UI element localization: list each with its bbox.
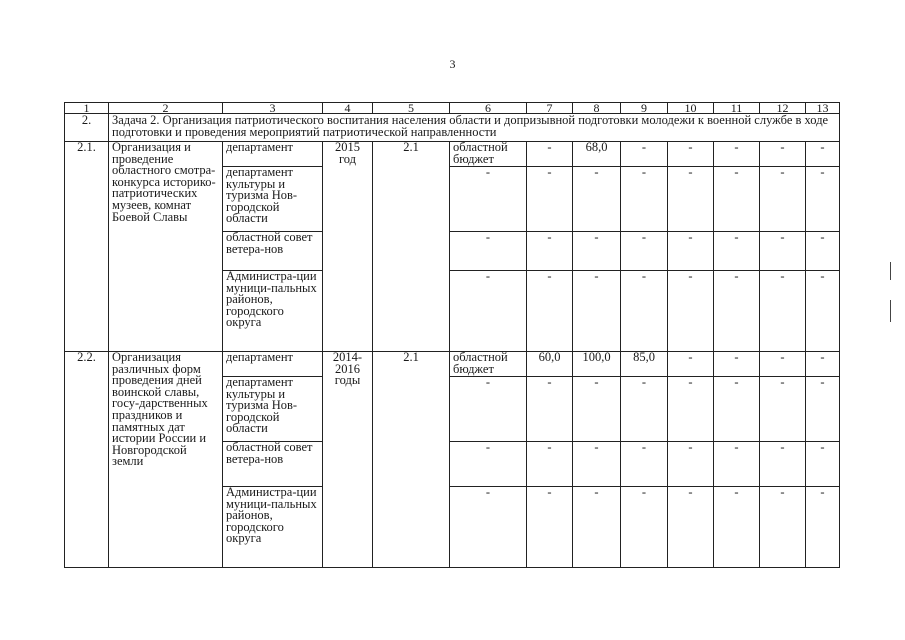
executor: областной совет ветера-нов <box>223 232 323 271</box>
column-number: 5 <box>373 103 450 114</box>
scan-margin-mark <box>890 300 891 322</box>
value-cell: 68,0 <box>573 142 621 167</box>
value-cell: - <box>806 167 840 232</box>
scan-margin-mark <box>890 262 891 280</box>
column-number: 11 <box>714 103 760 114</box>
executor: Администра-ции муници-пальных районов, городского округа <box>223 271 323 352</box>
value-cell: - <box>806 442 840 487</box>
value-cell: - <box>621 142 668 167</box>
value-cell: - <box>760 142 806 167</box>
task-text: Задача 2. Организация патриотического воспитания населения области и допризывной подготовки молодежи к военной службе в ходе подготовки и проведения мероприятий патриотической направленности <box>109 114 840 142</box>
value-cell: - <box>760 232 806 271</box>
funding-source: областной бюджет <box>450 352 527 377</box>
executor: департамент культуры и туризма Нов-городской области <box>223 167 323 232</box>
executor: департамент культуры и туризма Нов-городской области <box>223 377 323 442</box>
value-cell: - <box>668 271 714 352</box>
value-cell: - <box>573 232 621 271</box>
value-cell: - <box>714 377 760 442</box>
value-cell: - <box>668 142 714 167</box>
value-cell: - <box>714 232 760 271</box>
page-number: 3 <box>449 57 456 71</box>
value-cell: - <box>806 377 840 442</box>
column-number: 2 <box>109 103 223 114</box>
value-cell: - <box>668 487 714 568</box>
value-cell: - <box>527 271 573 352</box>
value-cell: - <box>527 487 573 568</box>
value-cell: - <box>621 487 668 568</box>
column-number: 6 <box>450 103 527 114</box>
funding-source: - <box>450 487 527 568</box>
value-cell: - <box>527 442 573 487</box>
target-indicator: 2.1 <box>373 352 450 568</box>
column-number: 3 <box>223 103 323 114</box>
activity-name: Организация различных форм проведения дней воинской славы, госу-дарственных праздников и памятных дат истории России и Новгородской земли <box>109 352 223 568</box>
executor: Администра-ции муници-пальных районов, городского округа <box>223 487 323 568</box>
task-row <box>65 114 840 142</box>
value-cell: - <box>714 442 760 487</box>
value-cell: - <box>806 487 840 568</box>
funding-source: - <box>450 232 527 271</box>
target-indicator: 2.1 <box>373 142 450 352</box>
value-cell: - <box>573 487 621 568</box>
column-number: 4 <box>323 103 373 114</box>
value-cell: - <box>806 142 840 167</box>
value-cell: 60,0 <box>527 352 573 377</box>
executor: департамент <box>223 142 323 167</box>
value-cell: - <box>668 352 714 377</box>
funding-source: - <box>450 377 527 442</box>
value-cell: - <box>760 167 806 232</box>
column-number: 1 <box>65 103 109 114</box>
activity-number: 2.1. <box>65 142 109 352</box>
column-number: 10 <box>668 103 714 114</box>
column-number: 8 <box>573 103 621 114</box>
value-cell: - <box>621 442 668 487</box>
column-number: 13 <box>806 103 840 114</box>
funding-source: - <box>450 442 527 487</box>
value-cell: - <box>760 271 806 352</box>
value-cell: - <box>714 352 760 377</box>
value-cell: 100,0 <box>573 352 621 377</box>
value-cell: - <box>573 271 621 352</box>
value-cell: - <box>573 442 621 487</box>
value-cell: - <box>527 142 573 167</box>
value-cell: - <box>621 232 668 271</box>
value-cell: - <box>621 167 668 232</box>
value-cell: - <box>621 271 668 352</box>
activity-period: 2015 год <box>323 142 373 352</box>
value-cell: - <box>668 232 714 271</box>
value-cell: - <box>714 142 760 167</box>
value-cell: - <box>714 271 760 352</box>
value-cell: - <box>760 352 806 377</box>
value-cell: - <box>806 352 840 377</box>
program-activities-table <box>64 102 840 568</box>
value-cell: - <box>621 377 668 442</box>
value-cell: - <box>760 377 806 442</box>
value-cell: - <box>527 232 573 271</box>
funding-source: - <box>450 271 527 352</box>
funding-source: областной бюджет <box>450 142 527 167</box>
activity-name: Организация и проведение областного смотра-конкурса историко-патриотических музеев, комнат Боевой Славы <box>109 142 223 352</box>
value-cell: - <box>760 442 806 487</box>
value-cell: - <box>714 167 760 232</box>
value-cell: - <box>806 232 840 271</box>
value-cell: - <box>527 167 573 232</box>
executor: областной совет ветера-нов <box>223 442 323 487</box>
value-cell: - <box>806 271 840 352</box>
column-number: 7 <box>527 103 573 114</box>
value-cell: - <box>668 167 714 232</box>
activity-period: 2014-2016 годы <box>323 352 373 568</box>
value-cell: - <box>573 377 621 442</box>
value-cell: - <box>668 442 714 487</box>
value-cell: - <box>527 377 573 442</box>
value-cell: 85,0 <box>621 352 668 377</box>
value-cell: - <box>668 377 714 442</box>
table-row <box>65 352 840 377</box>
value-cell: - <box>760 487 806 568</box>
value-cell: - <box>714 487 760 568</box>
task-number: 2. <box>65 114 109 142</box>
column-number-row <box>65 103 840 114</box>
value-cell: - <box>573 167 621 232</box>
column-number: 9 <box>621 103 668 114</box>
column-number: 12 <box>760 103 806 114</box>
funding-source: - <box>450 167 527 232</box>
activity-number: 2.2. <box>65 352 109 568</box>
table-row <box>65 142 840 167</box>
executor: департамент <box>223 352 323 377</box>
